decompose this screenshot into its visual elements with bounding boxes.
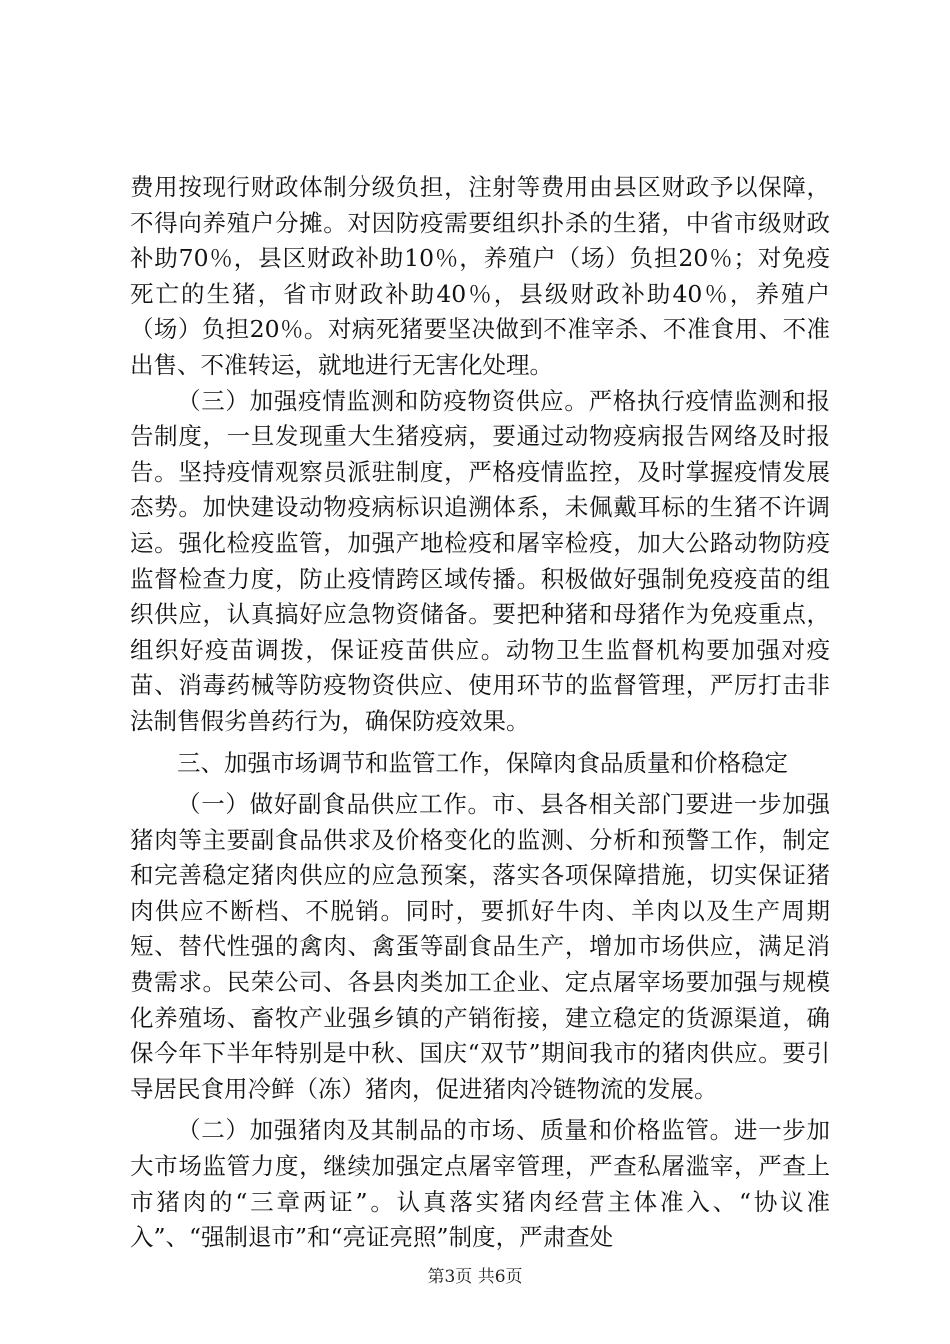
paragraph-subsection-1: （一）做好副食品供应工作。市、县各相关部门要进一步加强猪肉等主要副食品供求及价格变化的监测、分析和预警工作，制定和完善稳定猪肉供应的应急预案，落实各项保障措施，切实保证猪肉供应不断档、不脱销。同时，要抓好牛肉、羊肉以及生产周期短、替代性强的禽肉、禽蛋等副食品生产，增加市场供应，满足消费需求。民荣公司、各县肉类加工企业、定点屠宰场要加强与规模化养殖场、畜牧产业强乡镇的产销衔接，建立稳定的货源渠道，确保今年下半年特别是中秋、国庆“双节”期间我市的猪肉供应。要引导居民食用冷鲜（冻）猪肉，促进猪肉冷链物流的发展。 (130, 790, 830, 1103)
page-footer (0, 1262, 950, 1287)
page-total: 共6页 (477, 1267, 523, 1287)
paragraph-subsection-2: （二）加强猪肉及其制品的市场、质量和价格监管。进一步加大市场监管力度，继续加强定点屠宰管理，严查私屠滥宰，严查上市猪肉的“三章两证”。认真落实猪肉经营主体准入、“协议准入”、“强制退市”和“亮证亮照”制度，严肃查处 (130, 1116, 830, 1252)
heading-market-regulation: 三、加强市场调节和监管工作，保障肉食品质量和价格稳定 (177, 748, 788, 777)
paragraph-continuation: 费用按现行财政体制分级负担，注射等费用由县区财政予以保障，不得向养殖户分摊。对因防疫需要组织扑杀的生猪，中省市级财政补助70％，县区财政补助10％，养殖户（场）负担20％；对免疫死亡的生猪，省市财政补助40％，县级财政补助40％，养殖户（场）负担20％。对病死猪要坚决做到不准宰杀、不准食用、不准出售、不准转运，就地进行无害化处理。 (130, 173, 830, 379)
paragraph-section-3: （三）加强疫情监测和防疫物资供应。严格执行疫情监测和报告制度，一旦发现重大生猪疫病，要通过动物疫病报告网络及时报告。坚持疫情观察员派驻制度，严格疫情监控，及时掌握疫情发展态势。加快建设动物疫病标识追溯体系，未佩戴耳标的生猪不许调运。强化检疫监管，加强产地检疫和屠宰检疫，加大公路动物防疫监督检查力度，防止疫情跨区域传播。积极做好强制免疫疫苗的组织供应，认真搞好应急物资储备。要把种猪和母猪作为免疫重点，组织好疫苗调拨，保证疫苗供应。动物卫生监督机构要加强对疫苗、消毒药械等防疫物资供应、使用环节的监督管理，严厉打击非法制售假劣兽药行为，确保防疫效果。 (130, 386, 830, 735)
page-number: 第3页 (427, 1267, 473, 1287)
document-body (130, 170, 830, 1256)
